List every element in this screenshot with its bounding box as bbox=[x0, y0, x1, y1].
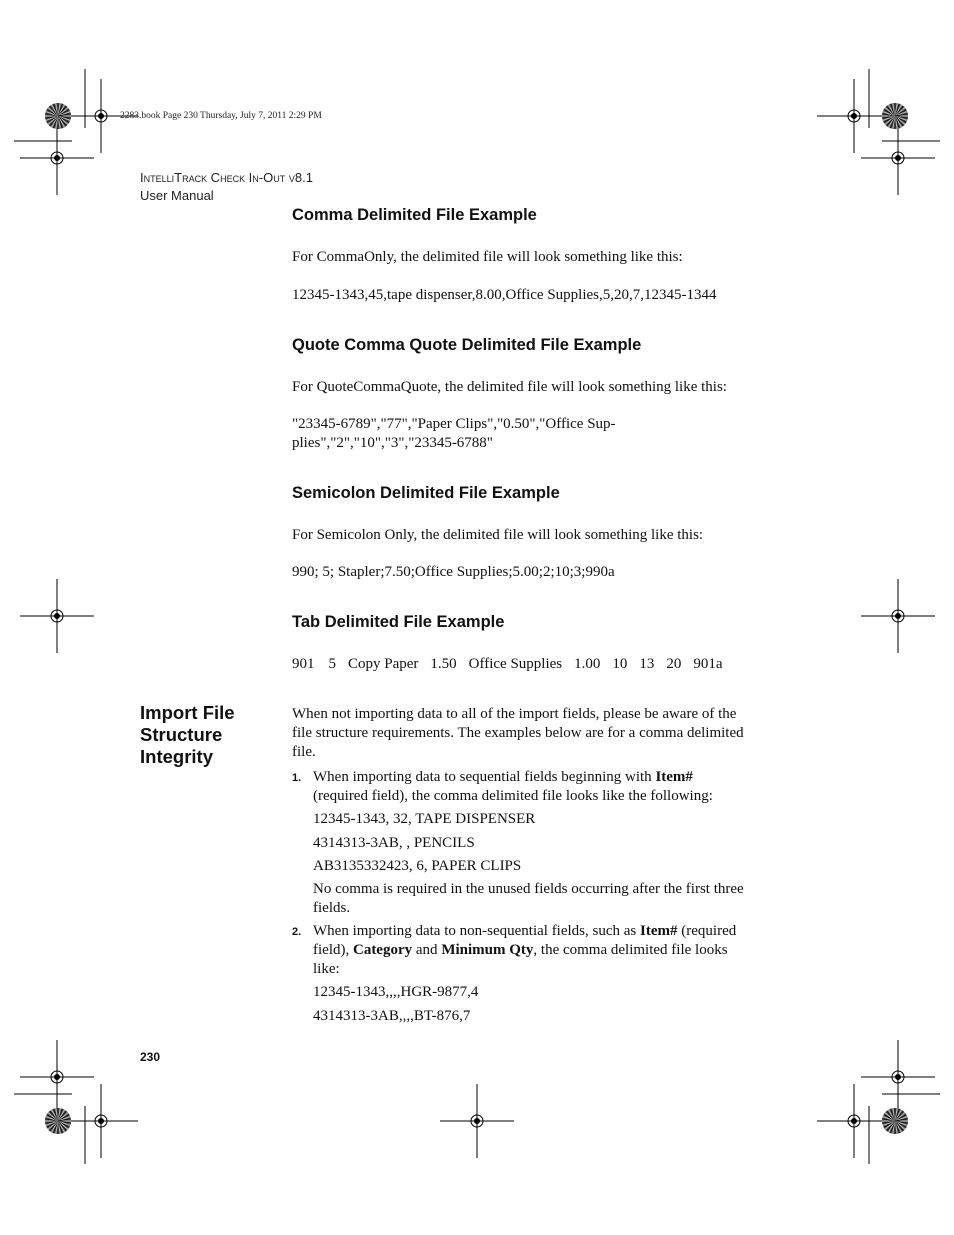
registration-starburst bbox=[882, 1108, 908, 1134]
comma-example: 12345-1343,45,tape dispenser,8.00,Office Supplies,5,20,7,12345-1344 bbox=[292, 287, 717, 303]
running-header-subtitle: User Manual bbox=[140, 188, 214, 203]
tab-field: 901a bbox=[693, 656, 723, 672]
tab-field: 901 bbox=[292, 656, 315, 672]
tab-field: 13 bbox=[639, 656, 655, 672]
tab-field: 20 bbox=[666, 656, 682, 672]
registration-crosshair bbox=[817, 1084, 891, 1158]
quote-example-line1: "23345-6789","77","Paper Clips","0.50","Office Sup- bbox=[292, 416, 616, 432]
registration-crosshair bbox=[440, 1084, 514, 1158]
comma-intro: For CommaOnly, the delimited file will look something like this: bbox=[292, 249, 683, 265]
semicolon-example: 990; 5; Stapler;7.50;Office Supplies;5.00;2;10;3;990a bbox=[292, 564, 615, 580]
registration-crosshair bbox=[20, 1040, 94, 1114]
section-heading-quote: Quote Comma Quote Delimited File Example bbox=[292, 336, 642, 354]
step-number: 1. bbox=[292, 772, 302, 784]
registration-crosshair bbox=[817, 79, 891, 153]
registration-starburst bbox=[45, 1108, 71, 1134]
quote-example-line2: plies","2","10","3","23345-6788" bbox=[292, 435, 493, 451]
registration-starburst bbox=[45, 103, 71, 129]
print-slug: 2283.book Page 230 Thursday, July 7, 2011 2:29 PM bbox=[120, 111, 322, 121]
page-number: 230 bbox=[140, 1050, 161, 1064]
registration-crosshair bbox=[861, 121, 935, 195]
registration-starburst bbox=[882, 103, 908, 129]
import-intro: When not importing data to all of the import fields, please be aware of the file structure requirements. The examples below are for a comma delimited file. bbox=[292, 706, 744, 760]
step2-example: 4314313-3AB,,,,BT-876,7 bbox=[313, 1008, 471, 1024]
step1-example: AB3135332423, 6, PAPER CLIPS bbox=[313, 858, 522, 874]
step1-example: 12345-1343, 32, TAPE DISPENSER bbox=[313, 811, 536, 827]
step2-example: 12345-1343,,,,HGR-9877,4 bbox=[313, 984, 479, 1000]
step1-text: When importing data to sequential fields beginning with Item# (required field), the comma delimited file looks like the following: bbox=[313, 769, 713, 804]
step2-text: When importing data to non-sequential fields, such as Item# (required field), Category and Minimum Qty, the comma delimited file looks like: bbox=[313, 923, 737, 977]
section-heading-comma: Comma Delimited File Example bbox=[292, 206, 537, 224]
tab-field: Office Supplies bbox=[468, 656, 563, 672]
tab-field: 10 bbox=[612, 656, 628, 672]
step-number: 2. bbox=[292, 926, 302, 938]
registration-crosshair bbox=[20, 579, 94, 653]
quote-intro: For QuoteCommaQuote, the delimited file will look something like this: bbox=[292, 379, 727, 395]
registration-crosshair bbox=[64, 1084, 138, 1158]
registration-crosshair bbox=[20, 121, 94, 195]
semicolon-intro: For Semicolon Only, the delimited file will look something like this: bbox=[292, 527, 704, 543]
side-heading-import: Import File Structure Integrity bbox=[140, 702, 235, 767]
tab-field: 1.50 bbox=[430, 656, 457, 672]
section-heading-semicolon: Semicolon Delimited File Example bbox=[292, 484, 560, 502]
registration-crosshair bbox=[861, 579, 935, 653]
tab-field: 1.00 bbox=[574, 656, 601, 672]
tab-example bbox=[292, 655, 723, 674]
tab-field: Copy Paper bbox=[348, 656, 419, 672]
step1-example: 4314313-3AB, , PENCILS bbox=[313, 835, 475, 851]
tab-field: 5 bbox=[328, 656, 336, 672]
section-heading-tab: Tab Delimited File Example bbox=[292, 613, 505, 631]
running-header-title: IntelliTrack Check In-Out v8.1 bbox=[140, 170, 313, 185]
registration-crosshair bbox=[861, 1040, 935, 1114]
step1-note: No comma is required in the unused fields occurring after the first three fields. bbox=[313, 881, 744, 916]
